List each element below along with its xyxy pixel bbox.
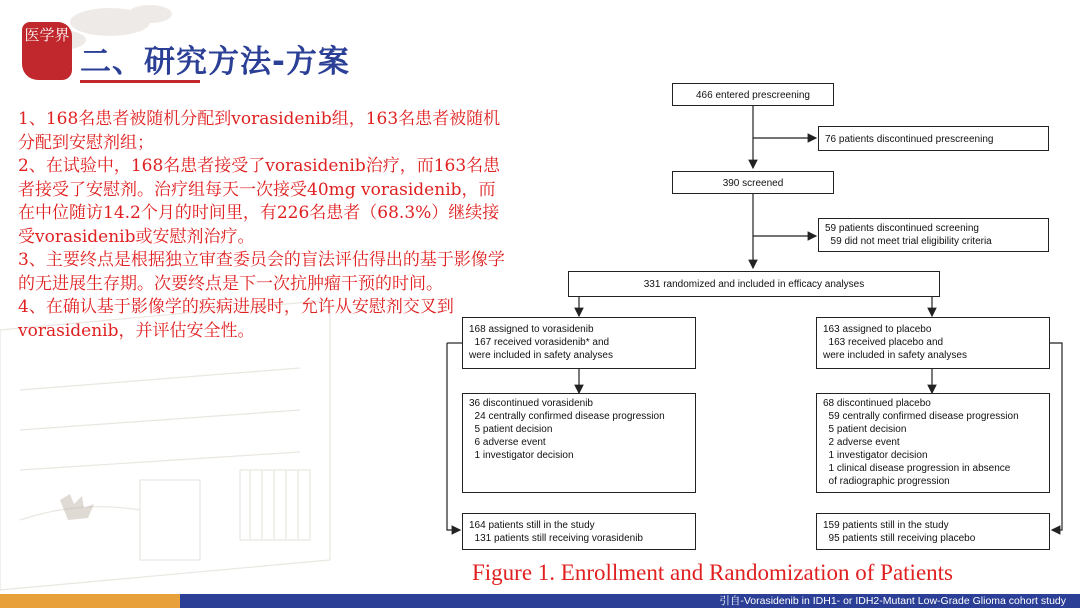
box-prescreening: 466 entered prescreening [672,83,834,106]
box-placebo-assigned: 163 assigned to placebo 163 received placebo and were included in safety analyses [816,317,1050,369]
box-vorasidenib-assigned: 168 assigned to vorasidenib 167 received vorasidenib* and were included in safety analyses [462,317,696,369]
paragraph-4: 4、在确认基于影像学的疾病进展时，允许从安慰剂交叉到vorasidenib，并评估安全性。 [18,297,454,341]
box-vorasidenib-still: 164 patients still in the study 131 patients still receiving vorasidenib [462,513,696,550]
paragraph-3: 3、主要终点是根据独立审查委员会的盲法评估得出的基于影像学的无进展生存期。次要终点是下一次抗肿瘤干预的时间。 [18,250,505,294]
paragraph-2: 2、在试验中，168名患者接受了vorasidenib治疗，而163名患者接受了安慰剂。治疗组每天一次接受40mg vorasidenib，而在中位随访14.2个月的时间里，有226名患者（68.3%）继续接受vorasidenib或安慰剂治疗。 [18,156,501,247]
slide-title: 二、研究方法-方案 [80,44,350,80]
box-vorasidenib-discontinued: 36 discontinued vorasidenib 24 centrally confirmed disease progression 5 patient decision 6 adverse event 1 investigator decision [462,393,696,493]
box-placebo-still: 159 patients still in the study 95 patients still receiving placebo [816,513,1050,550]
box-placebo-discontinued: 68 discontinued placebo 59 centrally confirmed disease progression 5 patient decision 2 adverse event 1 investigator decision 1 clinical disease progression in absence of radiographic progression [816,393,1050,493]
figure-caption: Figure 1. Enrollment and Randomization of Patients [472,560,954,585]
box-randomized: 331 randomized and included in efficacy analyses [568,271,940,297]
box-discontinued-screening: 59 patients discontinued screening 59 did not meet trial eligibility criteria [818,218,1049,252]
footer-citation: 引自-Vorasidenib in IDH1- or IDH2-Mutant Low-Grade Glioma cohort study [719,595,1066,607]
box-discontinued-prescreening: 76 patients discontinued prescreening [818,126,1049,151]
box-screened: 390 screened [672,171,834,194]
paragraph-1: 1、168名患者被随机分配到vorasidenib组，163名患者被随机分配到安慰剂组； [18,109,501,153]
logo-text: 医学界 [24,26,70,44]
